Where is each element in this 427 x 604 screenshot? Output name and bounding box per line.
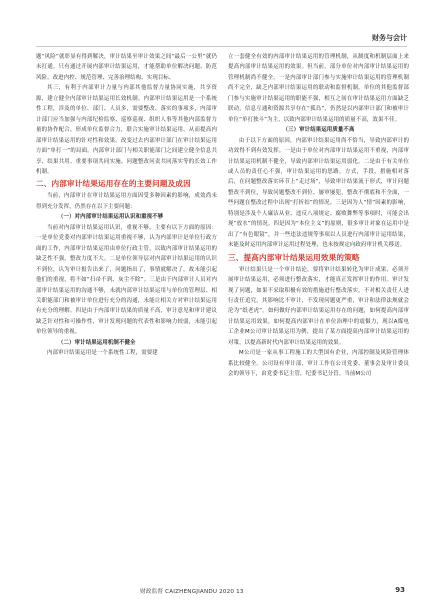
paragraph: 审计结果只是一个审计结论，要将审计结果转化为审计成果，必须开展审计结果运用，必须进行整改落实，才能真正发挥审计的作用。审计发现了问题，如果不采取积极有效的措施进行整改落实，不对相关责任人进行责任追究，其影响比不审计、不发现问题更严重，审计和法律法规就会沦为“纸老虎”。如何做好内部审计结果运用存在的问题，如何提高内部审计结果运用效果，如何提高内部审计在单位治理中的震慑力，现以A煤电工企业M公司审计结果运用为例，提出了某方面提高内部审计结果运用的对策，以提高新时代内部审计结果运用的效果。	[228, 266, 409, 346]
paragraph: M公司是一家从事工程施工的大型国有企业，内部控制及风险管理体系比较健全。公司设有审计部，审计工作在公司党委、董事会及审计委员会的领导下，由党委书记主管，纪委书记分管。当前M公司	[228, 350, 409, 378]
paragraph: 立一套健全有效的内部审计结果运用的管理机制，从制度和机制层面上来提高内部审计结果运用的效果。但当前，部分单位对内部审计结果运用的管理机制尚不健全。一是内部审计部门参与实施审计结果运用的管理机制尚不完全，缺乏内部审计结果运用的联动和监督机制，单位的其他监督部门参与实施审计结果运用的职能不强，相互之间在审计结果运用方面缺乏联动，信息互通和资源共享存在“孤岛”，仍然是以内部审计部门和被审计单位“单打独斗”为主，以致内部审计结果运用的质量不高，效果不佳。	[228, 54, 409, 123]
page-footer	[0, 587, 427, 597]
paragraph: 当前对内部审计结果运用认识，重视不够，主要有以下方面的原因：一是单位党委对内部审计结果运用重视不够，认为内部审计是单位行政方面的工作，内部审计结果运用由单位行政主管，以致内部审计结果运用的缺乏性不强，整改力度不大。二是单位领导层对内部审计结果运用的认识不到位，认为审计报告出来了，问题指出了，事情就解决了，故未能引起他们的重视，将不如“扫帚不到、灰尘不除”。三是由于内部审计人员对内部审计结果运用的沟通不够，未就内部审计结果运用与单位的管理层、相关职能部门和被审计单位进行充分的沟通，未能让相关方对审计结果运用有充分的理解。四是由于内部审计结果的质量不高，审计意见和审计建议缺乏针对性和可操作性，审计发现问题的代表性和影响力较弱，未能引起单位领导的重视。	[36, 224, 217, 336]
paragraph: 题“风险”就彰显有得到解决，审计结果至审计效果之间“最后一公里”就仍未打通。只有通过开展内部审计结果运用，才能帮助单位解决问题、防范风险，改进内控、规范管理、完善治理结构、实现目标。	[36, 54, 217, 81]
paragraph: 当前，内部审计在审计结果运用方面因受多种因素的影响，成效尚未得到充分发挥，仍然存在以下主要问题：	[36, 193, 217, 210]
section-title: 财务与会计	[372, 34, 407, 42]
journal-name: 财政监督 CAIZHENGJIANDU 2020 13	[140, 589, 244, 595]
section-heading: 三、提高内部审计结果运用效果的策略	[228, 252, 360, 262]
right-column	[228, 52, 409, 380]
subsection-heading: （三）审计结果运用质量不高	[282, 127, 355, 134]
paragraph: 内部审计结果运用是一个系统性工程，需要建	[47, 350, 158, 357]
paragraph: 其三，有利于内部审计力量与内部其他监督力量协同实施，共享资源，建立健全内部审计结果运用长效机制。内部审计结果运用是一个系统性工程，涉及的单位、部门、人员多，需要整改、落实的事项多，内部审计部门应当加强与内部纪检监察、巡察巡视、组织人事等其他内部监督力量的协作配合，形成单位监督合力，联合实施审计结果运用，从而提高内部审计结果运用的针对性和效果。改变过去内部审计部门在审计结果运用方面“单打一”的局面。内部审计部门与相关职能部门之间建立健全信息共享、结果共用、重要事项共同实施、问题整改问责共同落实等的长效工作机制。	[36, 85, 217, 175]
subsection-heading: （二）审计结果运用机制不健全	[58, 339, 136, 346]
paragraph: 由于以下方面的原因，内部审计结果运用尚不恰当，导致内部审计的功效得不到有效发挥。一是由于单位对内部审计结果运用不重视，内部审计结果运用机制不健全，导致内部审计结果运用弱化。二是由于有关单位或人员的责任心不强，审计结果运用的思路，方式，手段，措施相对落后，在问题整改落实环节上“走过场”，导致审计结果流于形式，审计问题整改不到位，导致问题整改不到位、屡审屡犯，整改不彻底和不全面，一些问题在整改过程中出现“打折扣”的情况。三是因为人“情”因素的影响，特别是涉及个人廉洁从业、违反八项规定、腐败舞弊等事项时，可能会出现“放水”的情况。四是因为“本位主义”的原则，很多审计对象在运用中是出了“有色眼镜”，并一些违法违规等事项以人员进行内部审计运用结果，未能及时运用内部审计运用过程处理，也未按规定向政府审计机关移送。	[228, 137, 409, 249]
header-rule	[36, 46, 407, 47]
page-number: 93	[395, 586, 405, 594]
left-column	[36, 52, 217, 359]
section-heading: 二、内部审计结果运用存在的主要问题及成因	[36, 179, 191, 189]
subsection-heading: （一）对内部审计结果运用认识和重视不够	[58, 214, 164, 221]
